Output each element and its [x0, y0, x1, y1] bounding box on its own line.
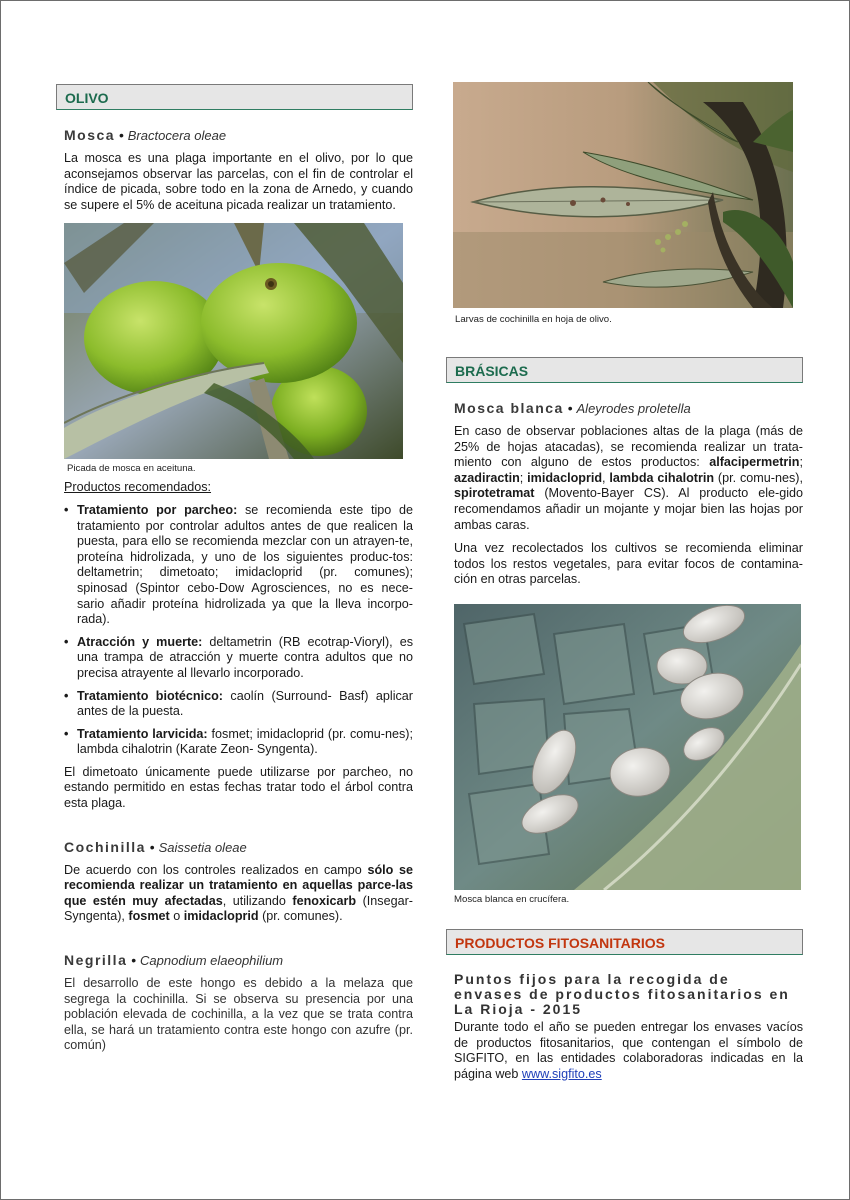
pest-sep: •: [115, 127, 128, 143]
sigfito-link[interactable]: www.sigfito.es: [521, 1066, 602, 1081]
photo-caption-olive: Picada de mosca en aceituna.: [67, 463, 196, 475]
residues-paragraph: Una vez recolectados los cultivos se recomienda eliminar todos los restos vegetales, para evitar focos de contamina-ción en otras parcelas.: [454, 541, 803, 587]
photo-caption-scale: Larvas de cochinilla en hoja de olivo.: [455, 314, 612, 325]
dimetoato-paragraph: El dimetoato únicamente puede utilizarse por parcheo, no estando permitido en estas fechas tratar todo el árbol contra esta plaga.: [64, 764, 413, 811]
right-column: [446, 357, 803, 1082]
cochinilla-paragraph: De acuerdo con los controles realizados en campo sólo se recomienda realizar un tratamiento en aquellas parce-las que estén muy afectadas, utilizando fenoxicarb (Insegar-Syngenta), fosmet o imidacloprid (pr. comunes).: [64, 862, 413, 924]
pest-latin: Bractocera oleae: [127, 128, 227, 143]
negrilla-paragraph: El desarrollo de este hongo es debido a la melaza que segrega la cochinilla. Si se observa su presencia por una población elevada de cochinilla, a la vez que se trata contra ella, se hará un tratamiento contra este hongo con azufre (pr. común): [64, 976, 413, 1053]
list-item: • Atracción y muerte: deltametrin (RB ecotrap-Vioryl), es una trampa de atracción y muerte contra adultos que no precisa atrayente al llevarlo incorporado.: [64, 635, 413, 682]
scale-photo-block: [453, 82, 793, 325]
pest-name: Mosca: [64, 127, 116, 143]
left-column: [56, 84, 413, 1054]
scale-larvae-photo: [453, 82, 793, 308]
list-item: • Tratamiento larvicida: fosmet; imidacloprid (pr. comu-nes); lambda cihalotrin (Karate Zeon- Syngenta).: [64, 727, 413, 758]
mosca-blanca-paragraph: En caso de observar poblaciones altas de la plaga (más de 25% de hojas atacadas), se recomienda realizar un trata-miento con alguno de estos productos: alfacipermetrin; azadiractin; imidacloprid, lambda cihalotrin (pr. comu-nes), spirotetramat (Movento-Bayer CS). Al producto ele-gido recomendamos añadir un mojante y mojar bien las hojas por ambas caras.: [454, 424, 803, 532]
olive-fly-photo: [64, 223, 403, 459]
pest-title-mosca-blanca: Mosca blanca • Aleyrodes proletella: [454, 400, 691, 416]
pest-title-mosca: [56, 127, 413, 143]
collection-points-title: Puntos fijos para la recogida de envases de productos fitosanitarios en La Rioja - 2015: [454, 970, 790, 1017]
whitefly-image: [454, 604, 801, 890]
olive-fly-image: [64, 223, 403, 459]
list-item: • Tratamiento biotécnico: caolín (Surround- Basf) aplicar antes de la puesta.: [64, 689, 413, 720]
collection-points-paragraph: Durante todo el año se pueden entregar los envases vacíos de productos fitosanitarios, que contengan el símbolo de SIGFITO, en las entidades colaboradoras indicadas en la página web www.sigfito.es: [454, 1019, 803, 1081]
section-header-productos: PRODUCTOS FITOSANITARIOS: [446, 929, 803, 955]
mosca-paragraph: La mosca es una plaga importante en el olivo, por lo que aconsejamos observar las parcelas, con el fin de controlar el índice de picada, sobre todo en la zona de Arnedo, y cuando se supere el 5% de aceituna picada realizar un tratamiento.: [64, 151, 413, 212]
section-header-olivo: OLIVO: [56, 84, 413, 110]
pest-title-cochinilla: Cochinilla • Saissetia oleae: [64, 838, 247, 855]
section-header-brasicas: BRÁSICAS: [446, 357, 803, 383]
list-item: • Tratamiento por parcheo: se recomienda este tipo de tratamiento por controlar adultos antes de que realicen la puesta, para ello se recomienda mezclar con un atrayen-te, proteína hidrolizada, y uno de los siguientes produc-tos: deltametrin; dimetoato; imidacloprid (pr. comunes); spinosad (Spintor cebo-Dow Agrosciences, no es nece-sario añadir proteína hidrolizada ya que la lleva incorpo-rada).: [64, 503, 413, 628]
photo-caption-whitefly: Mosca blanca en crucífera.: [454, 893, 570, 905]
pest-title-negrilla: Negrilla • Capnodium elaeophilium: [64, 952, 284, 969]
whitefly-photo: [454, 604, 801, 890]
scale-larvae-image: [453, 82, 793, 308]
products-title: Productos recomendados:: [64, 480, 212, 495]
products-list: [56, 503, 413, 758]
